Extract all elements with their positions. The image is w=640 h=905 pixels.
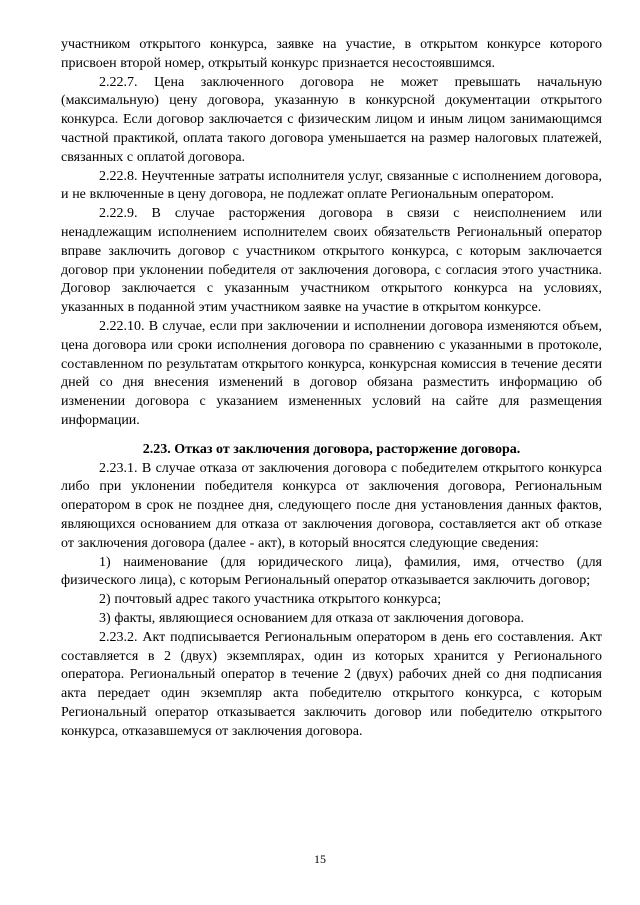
list-item-3: 3) факты, являющиеся основанием для отказа от заключения договора. (99, 610, 525, 626)
paragraph-2-23-2: 2.23.2. Акт подписывается Региональным оператором в день его составления. Акт составляется в 2 (двух) экземплярах, один из которых хранится у Регионального оператора. Региональный оператор в течение 2 (двух) рабочих дней со дня подписания акта передает один экземпляр акта победителю открытого конкурса, с которым Региональный оператор отказывается заключить договор или победителю открытого конкурса, отказавшемуся от заключения договора. (61, 629, 602, 739)
list-item-1: 1) наименование (для юридического лица), фамилия, имя, отчество (для физического лица), с которым Региональный оператор отказывается заключить договор; (61, 554, 602, 589)
paragraph-2-22-8: 2.22.8. Неучтенные затраты исполнителя услуг, связанные с исполнением договора, и не включенные в цену договора, не подлежат оплате Региональным оператором. (61, 168, 602, 203)
page-content (61, 36, 602, 741)
paragraph-2-22-10: 2.22.10. В случае, если при заключении и исполнении договора изменяются объем, цена договора или сроки исполнения договора по сравнению с указанными в протоколе, составленном по результатам открытого конкурса, конкурсная комиссия в течение десяти дней со дня внесения изменений в договор обязана разместить информацию об изменении договора с указанием измененных условий на сайте для размещения информации. (61, 318, 602, 428)
page-number: 15 (314, 852, 326, 866)
paragraph-2-22-9: 2.22.9. В случае расторжения договора в связи с неисполнением или ненадлежащим исполнением исполнителем своих обязательств Региональный оператор вправе заключить договор с участником открытого конкурса, с которым заключается договор при уклонении победителя от заключения договора, с согласия этого участника. Договор заключается с указанным участником открытого конкурса на условиях, указанных в поданной этим участником заявке на участие в открытом конкурсе. (61, 206, 602, 316)
paragraph-continuation: участником открытого конкурса, заявке на участие, в открытом конкурсе которого присвоен второй номер, открытый конкурс признается несостоявшимся. (61, 37, 602, 71)
section-heading-2-23: 2.23. Отказ от заключения договора, расторжение договора. (142, 441, 521, 457)
paragraph-2-22-7: 2.22.7. Цена заключенного договора не может превышать начальную (максимальную) цену договора, указанную в конкурсной документации открытого конкурса. Если договор заключается с физическим лицом и иным лицом занимающимся частной практикой, оплата такого договора уменьшается на размер налоговых платежей, связанных с оплатой договора. (61, 74, 602, 165)
paragraph-2-23-1: 2.23.1. В случае отказа от заключения договора с победителем открытого конкурса либо при уклонении победителя конкурса от заключения договора, Региональным оператором в срок не позднее дня, следующего после дня установления данных фактов, являющихся основанием для отказа от заключения договора, составляется акт об отказе от заключения договора (далее - акт), в который вносятся следующие сведения: (61, 460, 602, 551)
list-item-2: 2) почтовый адрес такого участника открытого конкурса; (99, 592, 442, 608)
